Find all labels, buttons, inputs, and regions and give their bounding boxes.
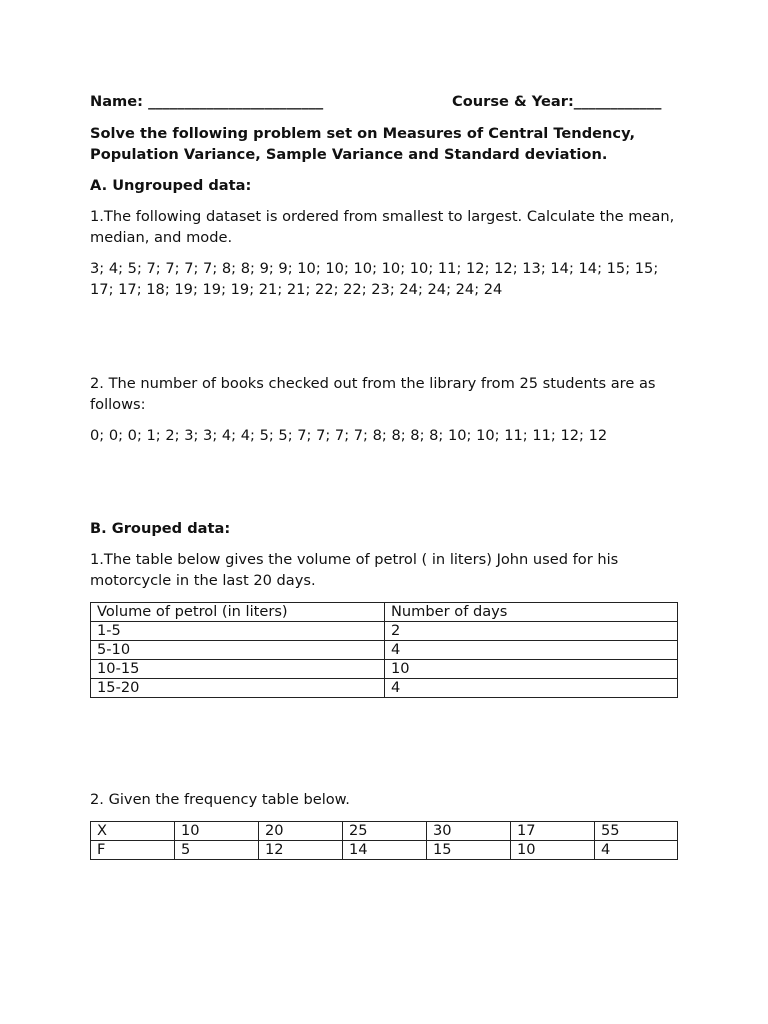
table-cell: 10 xyxy=(385,660,678,679)
table-row xyxy=(91,679,678,698)
table-cell: 14 xyxy=(343,841,427,860)
course-year-field-label: Course & Year:____________ xyxy=(452,93,662,110)
table-header-row xyxy=(91,603,678,622)
section-a-q1-dataset: 3; 4; 5; 7; 7; 7; 7; 8; 8; 9; 9; 10; 10; 10; 10; 10; 11; 12; 12; 13; 14; 14; 15; 15; 17; 17; 18; 19; 19; 19; 21; 21; 22; 22; 23; 24; 24; 24; 24 xyxy=(90,260,659,298)
table-cell: 17 xyxy=(511,822,595,841)
table-cell: 2 xyxy=(385,622,678,641)
worksheet-instructions: Solve the following problem set on Measures of Central Tendency, Population Variance, Sample Variance and Standard deviation. xyxy=(90,125,635,163)
name-field-label: Name: ________________________ xyxy=(90,93,324,110)
table-cell: 25 xyxy=(343,822,427,841)
table-header-cell: Number of days xyxy=(385,603,678,622)
frequency-table xyxy=(90,821,678,860)
section-a-q2-prompt: 2. The number of books checked out from the library from 25 students are as follows: xyxy=(90,375,656,413)
table-row xyxy=(91,622,678,641)
petrol-volume-table xyxy=(90,602,678,698)
frequency-row-x xyxy=(91,822,678,841)
section-b-q1-prompt: 1.The table below gives the volume of petrol ( in liters) John used for his motorcycle in the last 20 days. xyxy=(90,551,619,589)
table-cell: X xyxy=(91,822,175,841)
table-cell: 5 xyxy=(175,841,259,860)
table-cell: 10-15 xyxy=(91,660,385,679)
table-cell: 4 xyxy=(385,679,678,698)
table-cell: 55 xyxy=(595,822,678,841)
table-cell: 12 xyxy=(259,841,343,860)
table-cell: 15-20 xyxy=(91,679,385,698)
table-cell: 10 xyxy=(175,822,259,841)
table-row xyxy=(91,641,678,660)
table-header-cell: Volume of petrol (in liters) xyxy=(91,603,385,622)
section-a-q2-dataset: 0; 0; 0; 1; 2; 3; 3; 4; 4; 5; 5; 7; 7; 7; 7; 8; 8; 8; 8; 10; 10; 11; 11; 12; 12 xyxy=(90,427,608,444)
table-cell: 30 xyxy=(427,822,511,841)
table-cell: 4 xyxy=(595,841,678,860)
table-cell: 20 xyxy=(259,822,343,841)
section-a-heading: A. Ungrouped data: xyxy=(90,177,252,194)
table-cell: 5-10 xyxy=(91,641,385,660)
section-b-heading: B. Grouped data: xyxy=(90,520,231,537)
table-cell: 10 xyxy=(511,841,595,860)
frequency-row-f xyxy=(91,841,678,860)
section-a-q1-prompt: 1.The following dataset is ordered from smallest to largest. Calculate the mean, median, and mode. xyxy=(90,208,675,246)
table-cell: 15 xyxy=(427,841,511,860)
table-row xyxy=(91,660,678,679)
table-cell: 4 xyxy=(385,641,678,660)
table-cell: 1-5 xyxy=(91,622,385,641)
table-cell: F xyxy=(91,841,175,860)
section-b-q2-prompt: 2. Given the frequency table below. xyxy=(90,791,350,808)
